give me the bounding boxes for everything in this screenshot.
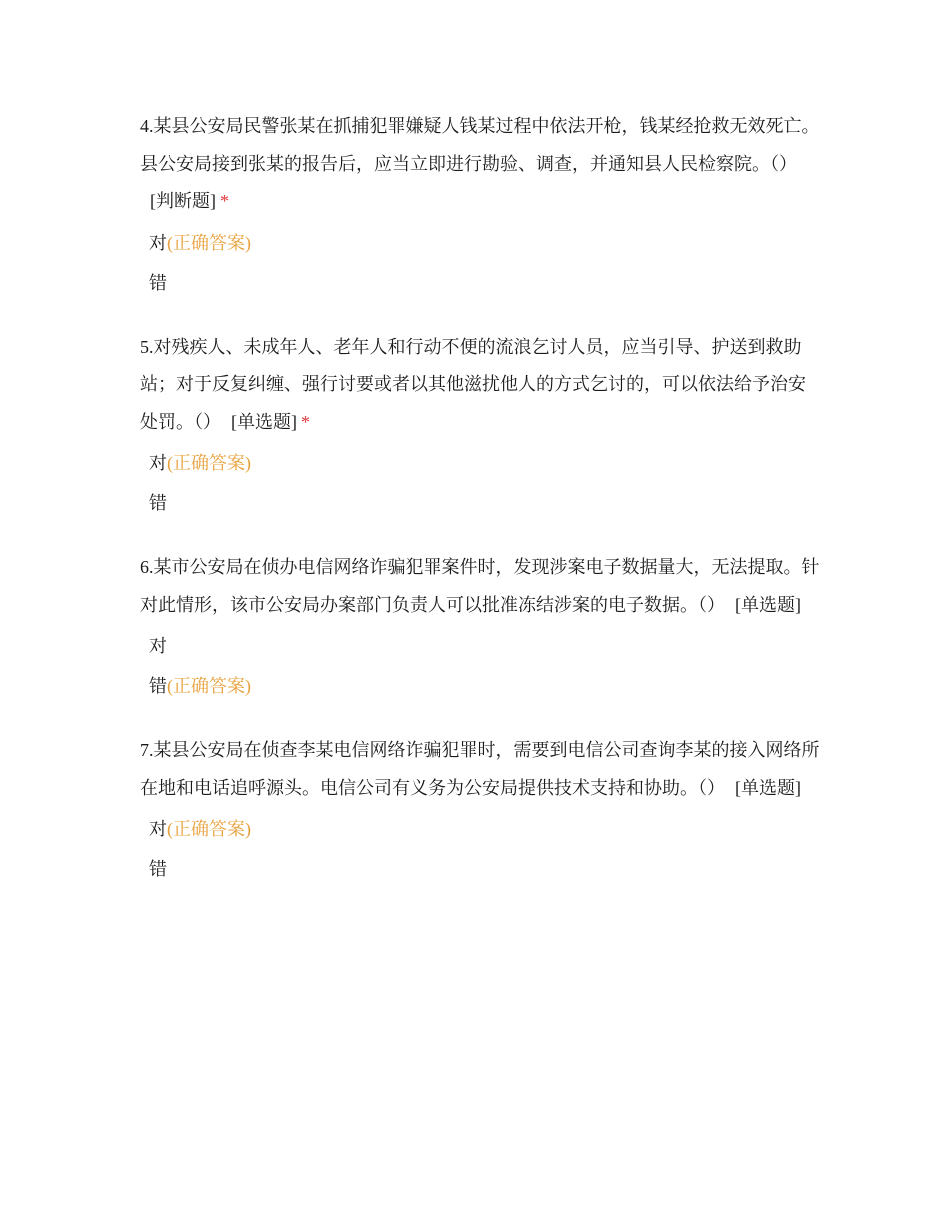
question-4 (140, 108, 820, 303)
correct-answer-note: (正确答案) (167, 453, 251, 473)
question-text (140, 108, 820, 221)
option-false[interactable] (140, 666, 820, 706)
option-label: 对 (149, 819, 167, 839)
question-type-tag: [判断题] (150, 191, 216, 211)
option-label: 错 (149, 272, 167, 293)
option-true[interactable] (140, 626, 820, 666)
question-type-tag: [单选题] (735, 777, 801, 798)
question-stem: 5.对残疾人、未成年人、老年人和行动不便的流浪乞讨人员，应当引导、护送到救助站；对于反复纠缠、强行讨要或者以其他滋扰他人的方式乞讨的，可以依法给予治安处罚。（） (140, 336, 806, 432)
option-label: 错 (149, 493, 167, 513)
option-true[interactable] (140, 809, 820, 849)
option-label: 对 (149, 636, 167, 656)
question-6 (140, 549, 820, 706)
required-marker: * (301, 411, 310, 432)
question-stem: 4.某县公安局民警张某在抓捕犯罪嫌疑人钱某过程中依法开枪，钱某经抢救无效死亡。县公安局接到张某的报告后，应当立即进行勘验、调查，并通知县人民检察院。（） (140, 116, 820, 174)
question-5 (140, 329, 820, 524)
option-label: 错 (149, 676, 167, 696)
option-label: 错 (149, 859, 167, 879)
question-text (140, 732, 820, 807)
option-false[interactable] (140, 263, 820, 303)
question-type-tag: [单选题] (231, 411, 297, 432)
question-stem: 7.某县公安局在侦查李某电信网络诈骗犯罪时，需要到电信公司查询李某的接入网络所在地和电话追呼源头。电信公司有义务为公安局提供技术支持和协助。（） (140, 740, 820, 798)
option-true[interactable] (140, 223, 820, 263)
question-7 (140, 732, 820, 889)
question-stem: 6.某市公安局在侦办电信网络诈骗犯罪案件时，发现涉案电子数据量大，无法提取。针对此情形，该市公安局办案部门负责人可以批准冻结涉案的电子数据。（） (140, 557, 820, 615)
questionnaire (140, 108, 820, 915)
question-type-tag: [单选题] (735, 594, 801, 615)
option-label: 对 (149, 453, 167, 473)
option-false[interactable] (140, 849, 820, 889)
correct-answer-note: (正确答案) (167, 232, 251, 253)
option-false[interactable] (140, 483, 820, 523)
option-label: 对 (149, 232, 167, 253)
question-text (140, 549, 820, 624)
correct-answer-note: (正确答案) (167, 819, 251, 839)
question-text (140, 329, 820, 442)
correct-answer-note: (正确答案) (167, 676, 251, 696)
option-true[interactable] (140, 443, 820, 483)
required-marker: * (220, 191, 229, 211)
